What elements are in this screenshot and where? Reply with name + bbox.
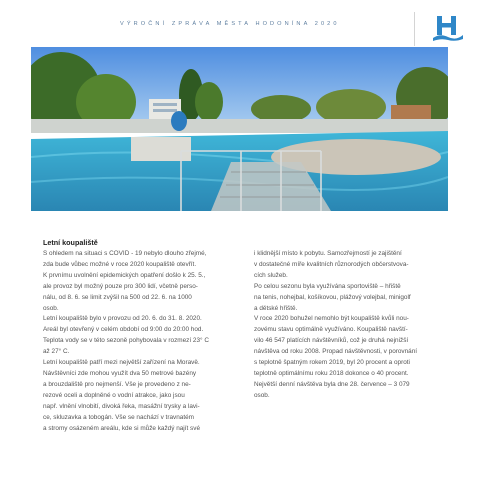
article-title: Letní koupaliště [43,238,98,247]
text-line: v dostatečné míře kvalitních různorodých občerstvova- [254,260,409,268]
text-line: zda bude vůbec možné v roce 2020 koupaliště otevřít. [43,260,197,268]
text-line: osob. [254,391,270,399]
text-line: V roce 2020 bohužel nemohlo být koupaliště kvůli nou- [254,315,409,323]
header-divider [414,12,415,46]
text-line: a dětské hřiště. [254,304,298,312]
text-line: až 27° C. [43,348,70,356]
text-line: Největší denní návštěva byla dne 28. července – 3 079 [254,380,410,388]
text-line: návštěva od roku 2008. Propad návštěvnosti, v porovnání [254,348,418,356]
text-line: a brouzdaliště pro nejmenší. Vše je provedeno z ne- [43,380,191,388]
text-line: např. vlnění vlnobití, divoká řeka, masážní trysky a lavi- [43,402,200,410]
text-line: osob. [43,304,59,312]
text-line: teplotně optimálnímu roku 2018 dokonce o 40 procent. [254,369,409,377]
text-line: vilo 46 547 platících návštěvníků, což je druhá nejnižší [254,337,409,345]
text-line: s teplotně špatným rokem 2019, byl 20 procent a oproti [254,359,410,367]
text-line: ale provoz byl možný pouze pro 300 lidí, včetně perso- [43,282,198,290]
article-text-column-left [43,249,233,434]
text-line: Návštěvníci zde mohou využít dva 50 metrové bazény [43,369,197,377]
text-line: K prvnímu uvolnění epidemických opatření došlo k 25. 5., [43,271,206,279]
text-line: Letní koupaliště bylo v provozu od 20. 6. do 31. 8. 2020. [43,315,202,323]
article-text-column-right [254,249,447,402]
swimming-pool-photo [31,47,448,211]
hodonin-h-logo-icon [432,13,464,43]
text-line: Po celou sezonu byla využívána sportoviště – hřiště [254,282,401,290]
text-line: na tenis, nohejbal, košíkovou, plážový volejbal, minigolf [254,293,411,301]
text-line: Teplota vody se v této sezoně pohybovala v rozmezí 23° C [43,337,209,345]
text-line: Letní koupaliště patří mezi největší zařízení na Moravě. [43,359,200,367]
text-line: zovému stavu optimálně využíváno. Koupaliště navští- [254,326,408,334]
text-line: S ohledem na situaci s COVID - 19 nebylo dlouho zřejmé, [43,250,207,257]
text-line: rezové oceli a doplněné o vodní atrakce, jako jsou [43,391,185,399]
text-line: cích služeb. [254,271,288,279]
text-line: Areál byl otevřený v celém období od 9:00 do 20:00 hod. [43,326,204,334]
text-line: a stromy osázeném areálu, kde si může každý najít své [43,424,200,432]
text-line: nálu, od 8. 6. se limit zvýšil na 500 od 22. 6. na 1000 [43,293,192,301]
text-line: i klidnější místo k pobytu. Samozřejmostí je zajištění [254,250,402,257]
text-line: ce, skluzavka a tobogán. Vše se nachází v travnatém [43,413,194,421]
report-header-title: VÝROČNÍ ZPRÁVA MĚSTA HODONÍNA 2020 [120,21,340,27]
